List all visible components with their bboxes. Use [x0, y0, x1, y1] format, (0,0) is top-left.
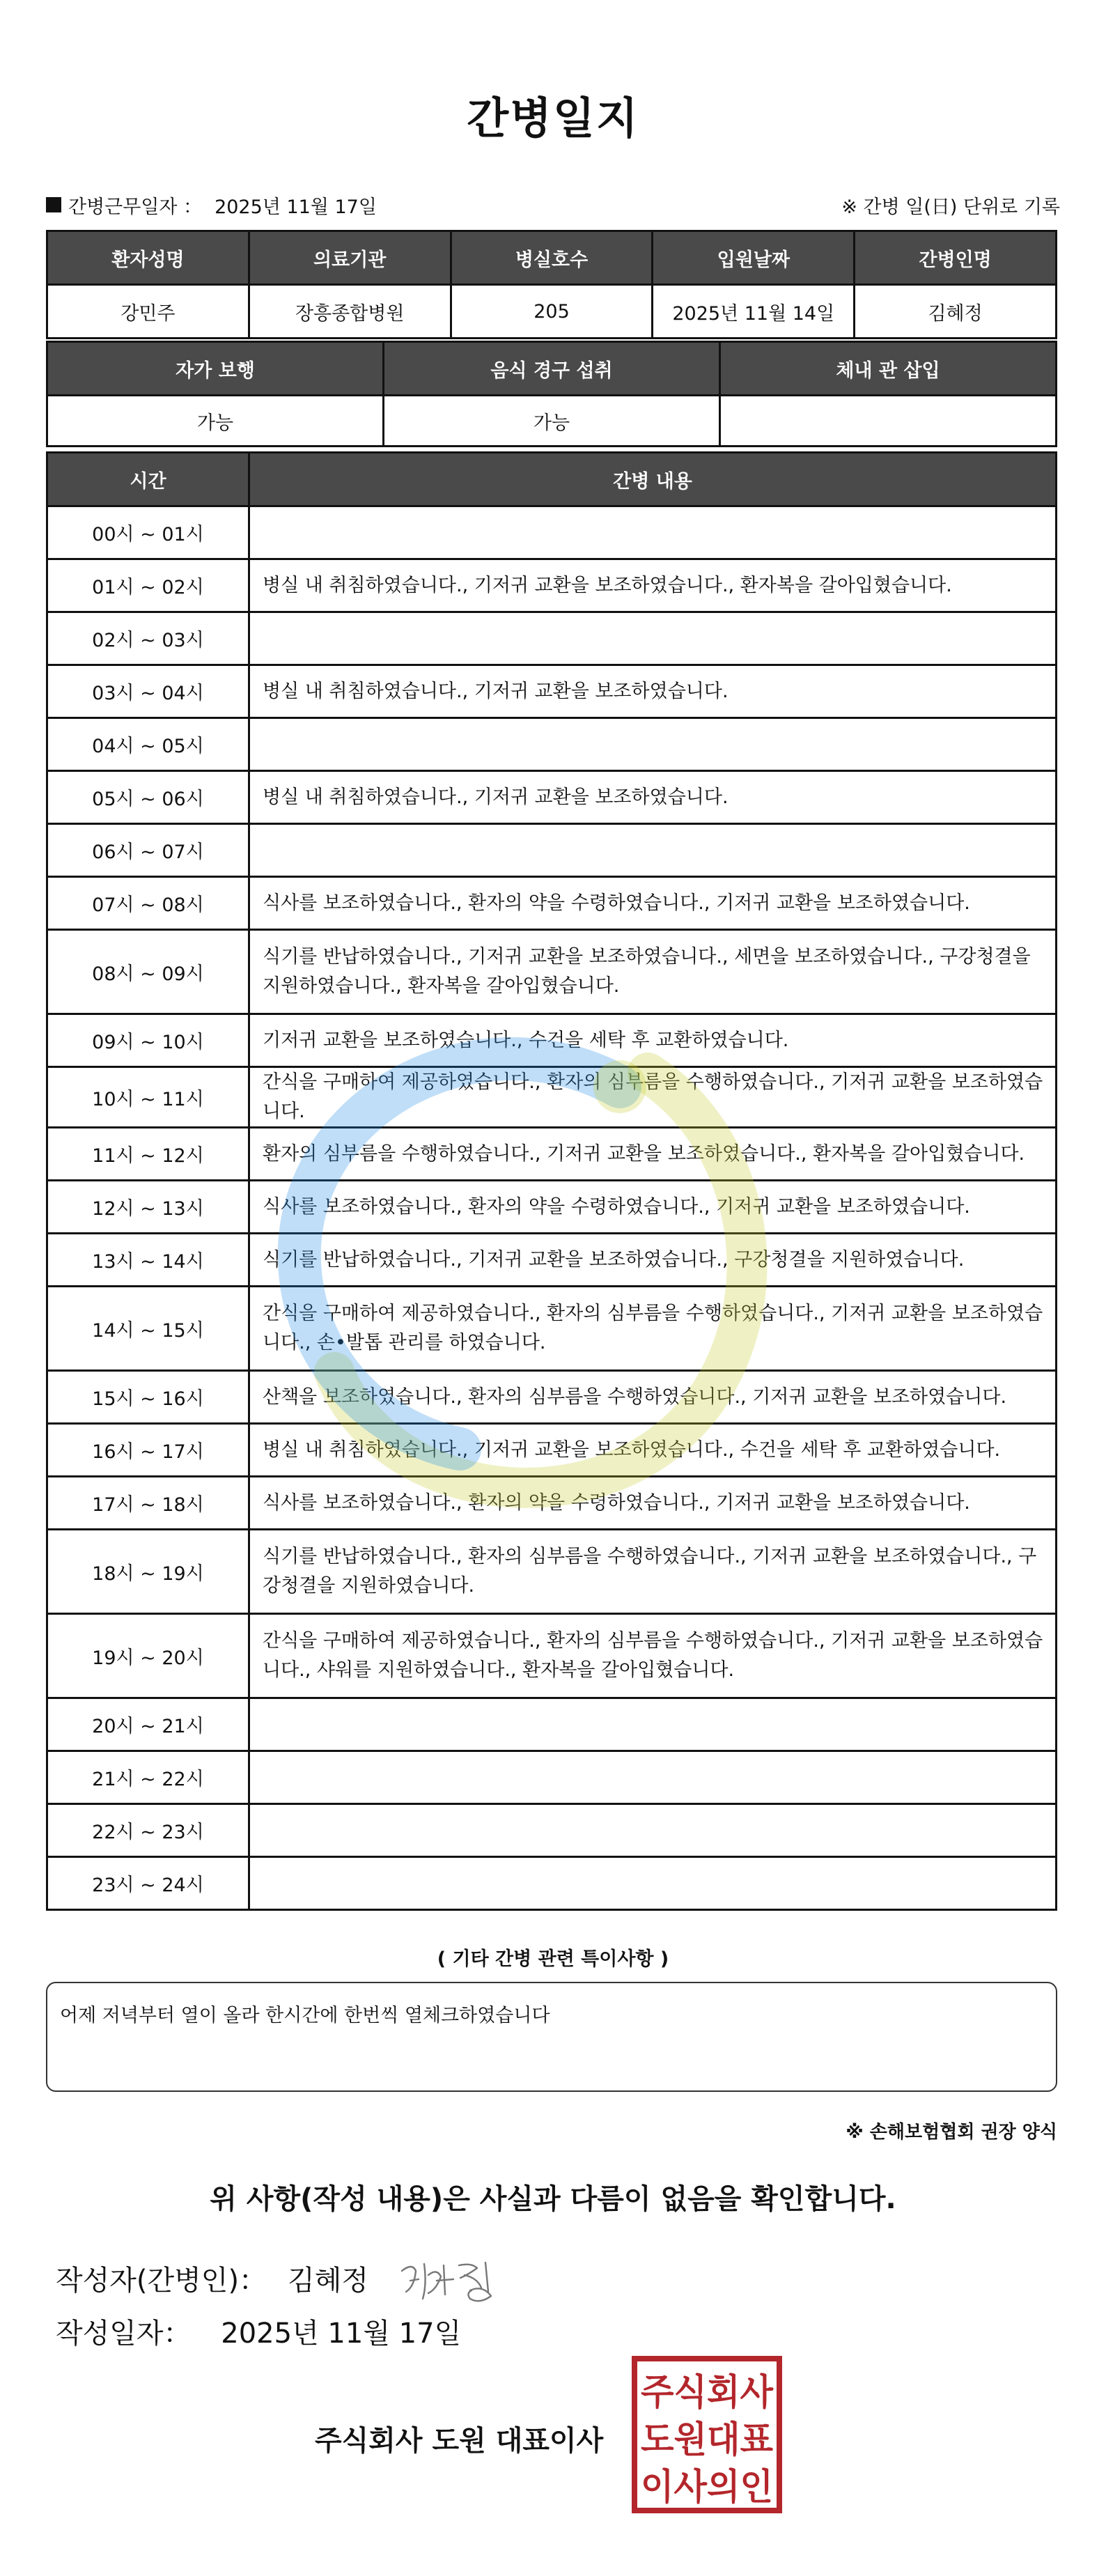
oral-intake-value: 가능: [384, 396, 720, 447]
log-content-cell: 기저귀 교환을 보조하였습니다., 수건을 세탁 후 교환하였습니다.: [249, 1014, 1057, 1067]
log-content-cell: 산책을 보조하였습니다., 환자의 심부름을 수행하였습니다., 기저귀 교환을 보조하였습니다.: [249, 1371, 1057, 1424]
table-row: [47, 824, 1057, 877]
writer-name: 김혜정: [288, 2264, 368, 2297]
table-row: [47, 1067, 1057, 1128]
log-time-cell: 17시 ~ 18시: [47, 1477, 249, 1530]
log-content-cell: 식사를 보조하였습니다., 환자의 약을 수령하였습니다., 기저귀 교환을 보조하였습니다.: [249, 1477, 1057, 1530]
log-time-cell: 22시 ~ 23시: [47, 1804, 249, 1857]
table-row: [47, 718, 1057, 771]
writer-label: 작성자(간병인)：: [56, 2264, 267, 2297]
log-content-cell: 병실 내 취침하였습니다., 기저귀 교환을 보조하였습니다.: [249, 665, 1057, 718]
header-walking: 자가 보행: [47, 342, 384, 396]
log-time-cell: 05시 ~ 06시: [47, 771, 249, 824]
log-time-cell: 13시 ~ 14시: [47, 1234, 249, 1287]
log-content-cell: [249, 612, 1057, 665]
table-row: [47, 1857, 1057, 1910]
log-time-cell: 10시 ~ 11시: [47, 1067, 249, 1128]
log-time-cell: 07시 ~ 08시: [47, 877, 249, 930]
table-row: [47, 1424, 1057, 1477]
header-time: 시간: [47, 453, 249, 506]
log-content-cell: 간식을 구매하여 제공하였습니다., 환자의 심부름을 수행하였습니다., 기저귀 교환을 보조하였습니다.: [249, 1067, 1057, 1128]
header-room: 병실호수: [451, 231, 653, 285]
table-row: [47, 1530, 1057, 1614]
table-row: [47, 1371, 1057, 1424]
log-time-cell: 02시 ~ 03시: [47, 612, 249, 665]
patient-function-table: [46, 341, 1057, 447]
log-time-cell: 04시 ~ 05시: [47, 718, 249, 771]
log-content-cell: 환자의 심부름을 수행하였습니다., 기저귀 교환을 보조하였습니다., 환자복을 갈아입혔습니다.: [249, 1128, 1057, 1181]
table-row: [47, 1128, 1057, 1181]
unit-note: ※ 간병 일(日) 단위로 기록: [841, 196, 1060, 218]
log-time-cell: 23시 ~ 24시: [47, 1857, 249, 1910]
write-date-label: 작성일자：: [56, 2318, 192, 2350]
log-time-cell: 01시 ~ 02시: [47, 559, 249, 612]
table-row: [47, 1181, 1057, 1234]
log-content-cell: 병실 내 취침하였습니다., 기저귀 교환을 보조하였습니다.: [249, 771, 1057, 824]
log-time-cell: 08시 ~ 09시: [47, 930, 249, 1014]
header-oral-intake: 음식 경구 섭취: [384, 342, 720, 396]
notes-title: ( 기타 간병 관련 특이사항 ): [437, 1948, 669, 1970]
log-content-cell: 간식을 구매하여 제공하였습니다., 환자의 심부름을 수행하였습니다., 기저귀 교환을 보조하였습니다., 샤워를 지원하였습니다., 환자복을 갈아입혔습니다.: [249, 1614, 1057, 1698]
header-patient-name: 환자성명: [47, 231, 249, 285]
log-time-cell: 14시 ~ 15시: [47, 1287, 249, 1371]
table-row: [47, 877, 1057, 930]
tube-value: [720, 396, 1057, 447]
log-content-cell: [249, 1698, 1057, 1751]
table-row: [47, 930, 1057, 1014]
svg-text:이사의인: 이사의인: [641, 2467, 773, 2508]
meta-row: [46, 189, 1060, 220]
log-time-cell: 15시 ~ 16시: [47, 1371, 249, 1424]
log-content-cell: 식사를 보조하였습니다., 환자의 약을 수령하였습니다., 기저귀 교환을 보조하였습니다.: [249, 877, 1057, 930]
log-time-cell: 19시 ~ 20시: [47, 1614, 249, 1698]
table-row: [47, 506, 1057, 559]
log-content-cell: [249, 1751, 1057, 1804]
confirm-statement: 위 사항(작성 내용)은 사실과 다름이 없음을 확인합니다.: [210, 2183, 896, 2215]
svg-text:주식회사: 주식회사: [641, 2372, 774, 2414]
log-content-cell: 병실 내 취침하였습니다., 기저귀 교환을 보조하였습니다., 환자복을 갈아입혔습니다.: [249, 559, 1057, 612]
log-time-cell: 00시 ~ 01시: [47, 506, 249, 559]
log-time-cell: 21시 ~ 22시: [47, 1751, 249, 1804]
log-content-cell: 식기를 반납하였습니다., 기저귀 교환을 보조하였습니다., 세면을 보조하였습니다., 구강청결을 지원하였습니다., 환자복을 갈아입혔습니다.: [249, 930, 1057, 1014]
table-row: [47, 1804, 1057, 1857]
hospital-name: 장흥종합병원: [249, 285, 451, 339]
patient-info-table: [46, 230, 1057, 339]
admission-date: 2025년 11월 14일: [653, 285, 855, 339]
care-log-table: [46, 451, 1057, 1911]
table-row: [47, 1698, 1057, 1751]
caregiver-name: 김혜정: [855, 285, 1057, 339]
log-time-cell: 18시 ~ 19시: [47, 1530, 249, 1614]
handwritten-signature-icon: [395, 2250, 506, 2306]
header-tube: 체내 관 삽입: [720, 342, 1057, 396]
header-caregiver: 간병인명: [855, 231, 1057, 285]
notes-text: 어제 저녁부터 열이 올라 한시간에 한번씩 열체크하였습니다: [60, 2005, 550, 2026]
table-row: [47, 1234, 1057, 1287]
log-time-cell: 09시 ~ 10시: [47, 1014, 249, 1067]
log-content-cell: [249, 506, 1057, 559]
log-time-cell: 06시 ~ 07시: [47, 824, 249, 877]
header-admission-date: 입원날짜: [653, 231, 855, 285]
table-row: [47, 1751, 1057, 1804]
patient-name: 강민주: [47, 285, 249, 339]
company-representative: 주식회사 도원 대표이사: [315, 2425, 604, 2457]
log-content-cell: 식사를 보조하였습니다., 환자의 약을 수령하였습니다., 기저귀 교환을 보조하였습니다.: [249, 1181, 1057, 1234]
table-row: [47, 1014, 1057, 1067]
table-row: [47, 1614, 1057, 1698]
notes-box: [46, 1982, 1057, 2092]
recommend-note: ※ 손해보험협회 권장 양식: [846, 2122, 1057, 2143]
work-date-value: 2025년 11월 17일: [215, 196, 377, 218]
log-time-cell: 03시 ~ 04시: [47, 665, 249, 718]
walking-value: 가능: [47, 396, 384, 447]
log-content-cell: 식기를 반납하였습니다., 기저귀 교환을 보조하였습니다., 구강청결을 지원하였습니다.: [249, 1234, 1057, 1287]
table-row: [47, 612, 1057, 665]
page-title: 간병일지: [467, 93, 639, 143]
log-time-cell: 11시 ~ 12시: [47, 1128, 249, 1181]
black-square-icon: [46, 197, 61, 212]
work-date: [46, 192, 377, 219]
log-content-cell: 식기를 반납하였습니다., 환자의 심부름을 수행하였습니다., 기저귀 교환을 보조하였습니다., 구강청결을 지원하였습니다.: [249, 1530, 1057, 1614]
log-content-cell: [249, 824, 1057, 877]
write-date-value: 2025년 11월 17일: [221, 2318, 462, 2350]
table-row: [47, 1287, 1057, 1371]
care-log-body: [47, 506, 1057, 1910]
table-row: [47, 665, 1057, 718]
svg-text:도원대표: 도원대표: [641, 2419, 773, 2461]
table-row: [47, 771, 1057, 824]
log-time-cell: 16시 ~ 17시: [47, 1424, 249, 1477]
log-content-cell: [249, 1804, 1057, 1857]
header-hospital: 의료기관: [249, 231, 451, 285]
room-number: 205: [451, 285, 653, 339]
log-content-cell: 병실 내 취침하였습니다., 기저귀 교환을 보조하였습니다., 수건을 세탁 후 교환하였습니다.: [249, 1424, 1057, 1477]
log-content-cell: [249, 1857, 1057, 1910]
header-content: 간병 내용: [249, 453, 1057, 506]
writer-row: [56, 2250, 506, 2306]
log-content-cell: 간식을 구매하여 제공하였습니다., 환자의 심부름을 수행하였습니다., 기저귀 교환을 보조하였습니다., 손•발톱 관리를 하였습니다.: [249, 1287, 1057, 1371]
write-date-row: [56, 2311, 461, 2351]
company-seal-stamp: [630, 2354, 784, 2515]
log-time-cell: 20시 ~ 21시: [47, 1698, 249, 1751]
table-row: [47, 1477, 1057, 1530]
log-time-cell: 12시 ~ 13시: [47, 1181, 249, 1234]
table-row: [47, 559, 1057, 612]
work-date-label: 간병근무일자 ：: [68, 196, 203, 218]
log-content-cell: [249, 718, 1057, 771]
